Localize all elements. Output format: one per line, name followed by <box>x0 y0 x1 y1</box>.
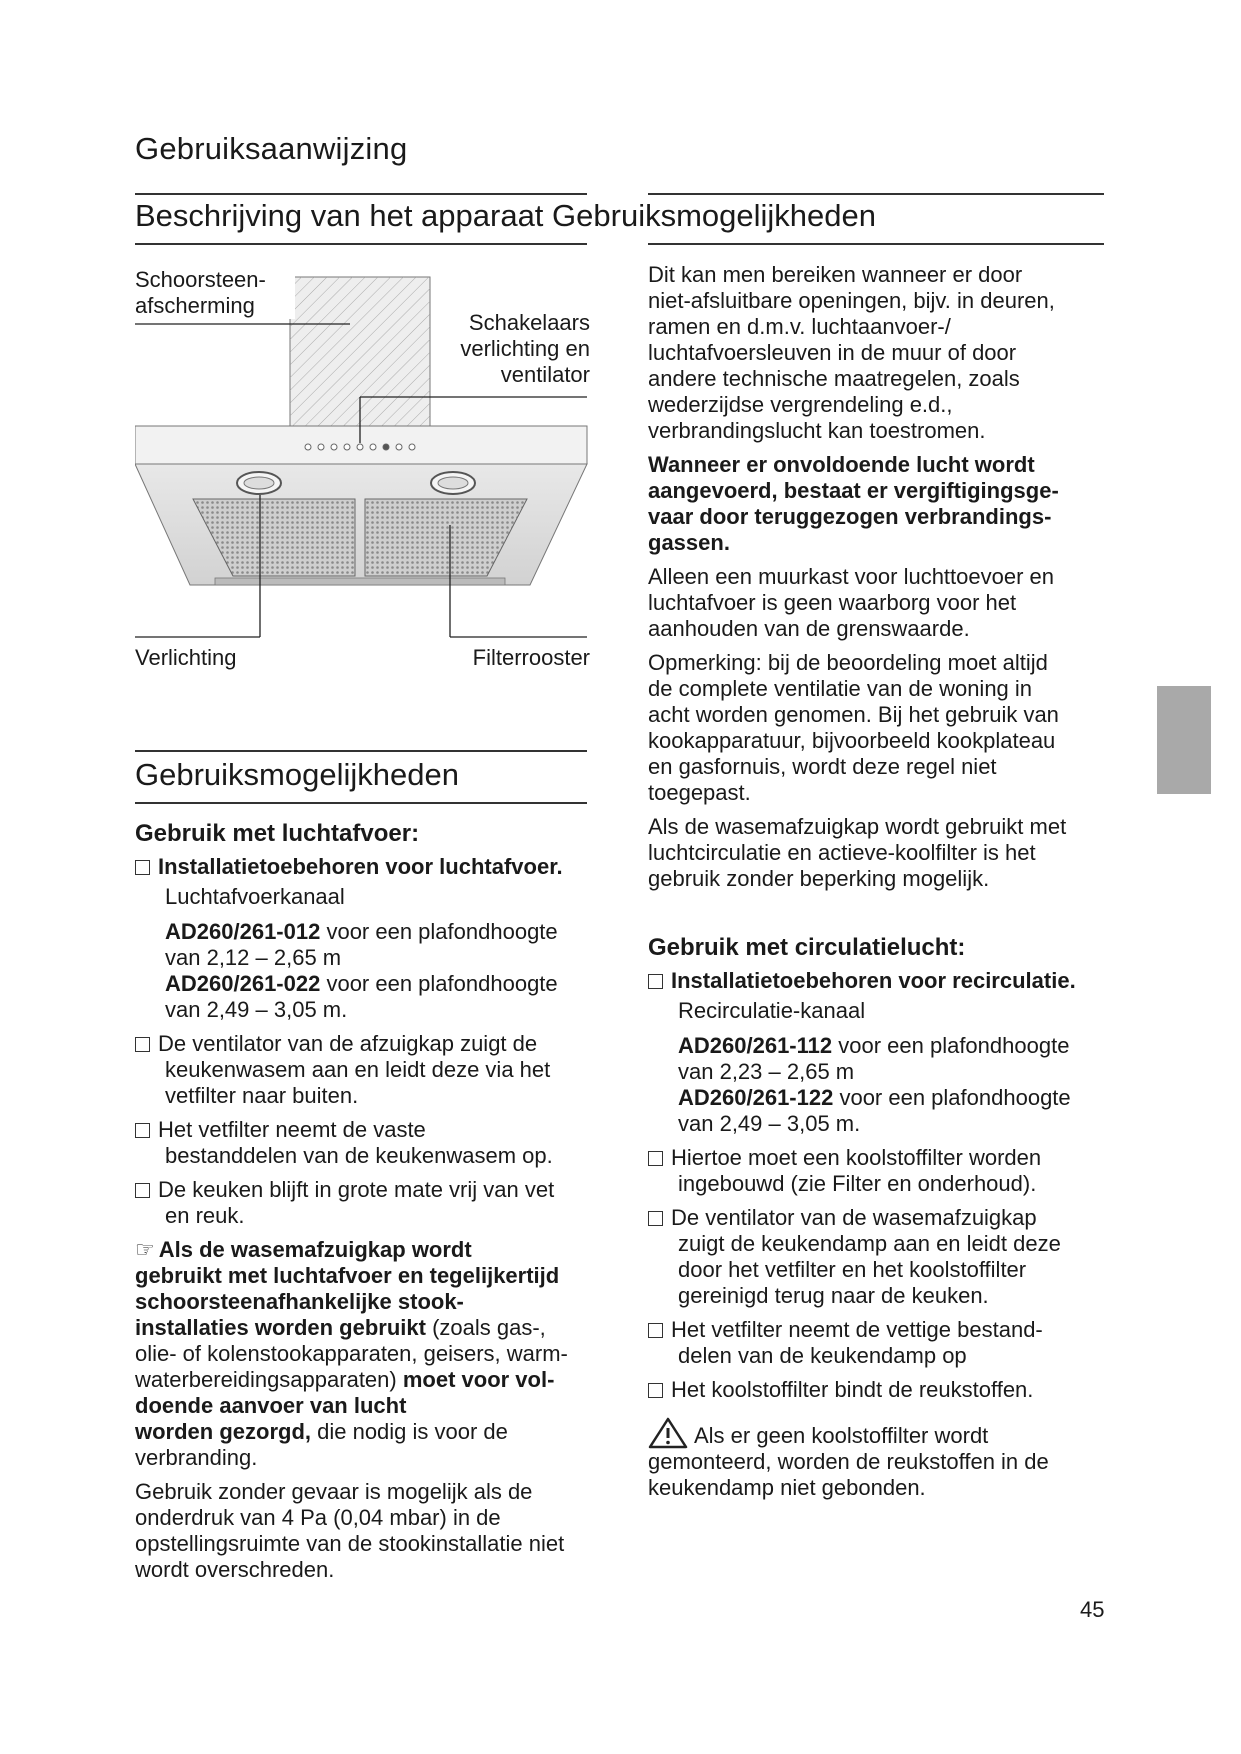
section-title-usage: Gebruiksmogelijkheden <box>135 757 459 792</box>
list-item: Installatietoebehoren voor luchtafvoer. <box>135 854 605 880</box>
checkbox-icon <box>135 860 150 875</box>
subheading-circulation: Gebruik met circulatielucht: <box>648 934 966 961</box>
pointing-hand-icon: ☞ <box>135 1237 155 1262</box>
accessory-code-4: AD260/261-122 voor een plafondhoogte <box>678 1085 1071 1110</box>
label-chimney-line1: Schoorsteen- <box>135 267 266 292</box>
label-switches <box>456 310 590 388</box>
divider-section2-top <box>135 750 587 752</box>
paragraph-remark: Opmerking: bij de beoordeling moet altijd de complete ventilatie van de woning in acht worden genomen. Bij het gebruik van kookapparatuur, bijvoorbeeld kookplateau en gasfornuis, wordt deze regel niet toegepast. <box>648 650 1059 805</box>
right-column-text <box>648 262 1118 1501</box>
checkbox-icon <box>135 1037 150 1052</box>
list-item: De keuken blijft in grote mate vrij van vet en reuk. <box>135 1177 605 1229</box>
label-switches-line1: Schakelaars <box>468 310 590 335</box>
list-item: Het koolstoffilter bindt de reukstoffen. <box>648 1377 1118 1403</box>
list-item: Hiertoe moet een koolstoffilter worden ingebouwd (zie Filter en onderhoud). <box>648 1145 1118 1197</box>
accessory-code-3: AD260/261-112 voor een plafondhoogte <box>678 1033 1070 1058</box>
label-lighting: Verlichting <box>135 645 237 670</box>
list-item: Het vetfilter neemt de vaste bestanddelen van de keukenwasem op. <box>135 1117 605 1169</box>
warning-paragraph: Wanneer er onvoldoende lucht wordt aangevoerd, bestaat er vergiftigingsge- vaar door teruggezogen verbrandings- gassen. <box>648 452 1059 555</box>
section-title-description: Beschrijving van het apparaat Gebruiksmogelijkheden <box>135 198 876 233</box>
label-chimney <box>135 267 295 319</box>
list-item: Installatietoebehoren voor recirculatie. <box>648 968 1118 994</box>
divider-top-right <box>648 193 1104 195</box>
checkbox-icon <box>648 1383 663 1398</box>
chapter-tab-marker <box>1157 686 1211 794</box>
paragraph-wall-cabinet: Alleen een muurkast voor luchttoevoer en luchtafvoer is geen waarborg voor het aanhouden van de grenswaarde. <box>648 564 1055 641</box>
subheading-exhaust: Gebruik met luchtafvoer: <box>135 820 420 847</box>
label-switches-line3: ventilator <box>500 362 590 387</box>
checkbox-icon <box>135 1123 150 1138</box>
page-number: 45 <box>1080 1597 1105 1622</box>
accessory-range-2: van 2,49 – 3,05 m. <box>165 997 348 1022</box>
checkbox-icon <box>648 1323 663 1338</box>
checkbox-icon <box>648 974 663 989</box>
pressure-paragraph: Gebruik zonder gevaar is mogelijk als de onderdruk van 4 Pa (0,04 mbar) in de opstellingsruimte van de stookinstallatie niet wordt overschreden. <box>135 1479 565 1582</box>
accessory-code-1: AD260/261-012 voor een plafondhoogte <box>165 919 558 944</box>
accessory-range-1: van 2,12 – 2,65 m <box>165 945 342 970</box>
checkbox-icon <box>648 1151 663 1166</box>
left-column-text <box>135 820 605 1583</box>
safety-note: ☞ Als de wasemafzuigkap wordt gebruikt met luchtafvoer en tegelijkertijd schoorsteenafhankelijke stook- installaties worden gebruikt (zoals gas-, olie- of kolenstookapparaten, geisers, warm- waterbereidingsapparaten) moet voor vol- doende aanvoer van lucht worden gezorgd, die nodig is voor de verbranding. <box>135 1237 568 1470</box>
recirculation-duct-label: Recirculatie-kanaal <box>678 998 866 1023</box>
divider-section1-right <box>648 243 1104 245</box>
checkbox-icon <box>135 1183 150 1198</box>
exhaust-duct-label: Luchtafvoerkanaal <box>165 884 345 909</box>
paragraph-circulation: Als de wasemafzuigkap wordt gebruikt met luchtcirculatie en actieve-koolfilter is het gebruik zonder beperking mogelijk. <box>648 814 1067 891</box>
divider-top-left <box>135 193 587 195</box>
accessory-range-3: van 2,23 – 2,65 m <box>678 1059 855 1084</box>
divider-section1-left <box>135 243 587 245</box>
hood-diagram <box>135 265 590 675</box>
paragraph-ventilation: Dit kan men bereiken wanneer er door niet-afsluitbare openingen, bijv. in deuren, ramen en d.m.v. luchtaanvoer-/ luchtafvoersleuven in de muur of door andere technische maatregelen, zoals wederzijdse vergrendeling e.d., verbrandingslucht kan toestromen. <box>648 262 1055 443</box>
label-filter: Filterrooster <box>472 645 590 670</box>
list-item: Het vetfilter neemt de vettige bestand- delen van de keukendamp op <box>648 1317 1118 1369</box>
checkbox-icon <box>648 1211 663 1226</box>
warning-note: Als er geen koolstoffilter wordt gemonteerd, worden de reukstoffen in de keukendamp niet gebonden. <box>648 1417 1118 1501</box>
label-chimney-line2: afscherming <box>135 293 255 318</box>
page-title: Gebruiksaanwijzing <box>135 131 408 166</box>
list-item: De ventilator van de wasemafzuigkap zuigt de keukendamp aan en leidt deze door het vetfilter en het koolstoffilter gereinigd terug naar de keuken. <box>648 1205 1118 1309</box>
list-item: De ventilator van de afzuigkap zuigt de keukenwasem aan en leidt deze via het vetfilter naar buiten. <box>135 1031 605 1109</box>
divider-section2-bottom <box>135 802 587 804</box>
warning-triangle-icon <box>648 1417 688 1449</box>
accessory-code-2: AD260/261-022 voor een plafondhoogte <box>165 971 558 996</box>
accessory-range-4: van 2,49 – 3,05 m. <box>678 1111 861 1136</box>
label-switches-line2: verlichting en <box>460 336 590 361</box>
